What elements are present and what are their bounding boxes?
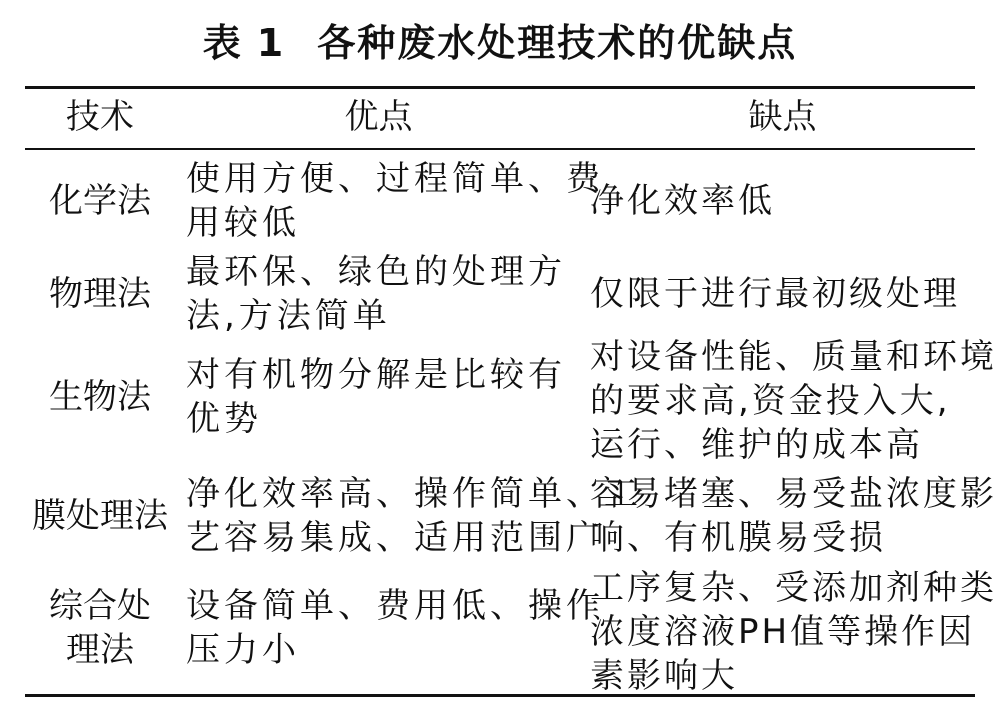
- caption-number: 1: [256, 21, 286, 65]
- row-4-disadvantages-line: 容易堵塞、易受盐浓度影: [590, 474, 997, 514]
- row-1-tech: [25, 179, 175, 223]
- row-1-tech-line: 化学法: [49, 181, 151, 221]
- row-5-disadvantages: [590, 566, 997, 698]
- row-5-disadvantages-line: 素影响大: [590, 656, 738, 696]
- row-4-tech-line: 膜处理法: [32, 496, 168, 536]
- row-3-advantages: [186, 353, 571, 441]
- row-1-advantages-line: 使用方便、过程简单、费: [186, 159, 604, 199]
- row-5-advantages: [186, 584, 604, 672]
- top-rule: [25, 86, 975, 89]
- header-rule: [25, 148, 975, 150]
- row-1-disadvantages-line: 净化效率低: [590, 181, 775, 221]
- row-2-disadvantages-line: 仅限于进行最初级处理: [590, 274, 960, 314]
- row-4-advantages: [186, 472, 642, 560]
- row-1-advantages-line: 用较低: [186, 203, 300, 243]
- row-2-disadvantages: [590, 272, 975, 316]
- row-5-disadvantages-line: 工序复杂、受添加剂种类: [590, 568, 997, 608]
- row-1-advantages: [186, 157, 604, 245]
- table-caption: [0, 12, 1000, 67]
- row-3-advantages-line: 优势: [186, 399, 262, 439]
- row-4-tech: [25, 494, 175, 538]
- row-2-tech: [25, 272, 175, 316]
- row-5-advantages-line: 设备简单、费用低、操作: [186, 586, 604, 626]
- row-3-disadvantages-line: 对设备性能、质量和环境: [590, 337, 997, 377]
- header-tech: 技术: [66, 97, 134, 137]
- caption-title: 各种废水处理技术的优缺点: [317, 21, 798, 65]
- row-4-disadvantages: [590, 472, 997, 560]
- row-4-advantages-line: 艺容易集成、适用范围广: [186, 518, 604, 558]
- header-disadvantages: 缺点: [748, 97, 817, 137]
- header-advantages: 优点: [344, 97, 413, 137]
- row-2-advantages-line: 最环保、绿色的处理方: [186, 252, 566, 292]
- row-5-advantages-line: 压力小: [186, 630, 300, 670]
- row-4-advantages-line: 净化效率高、操作简单、工: [186, 474, 642, 514]
- row-3-tech: [25, 375, 175, 419]
- row-4-disadvantages-line: 响、有机膜易受损: [590, 518, 886, 558]
- row-5-tech: [25, 584, 175, 672]
- row-3-disadvantages-line: 的要求高,资金投入大,: [590, 381, 951, 421]
- row-5-disadvantages-line: 浓度溶液PH值等操作因: [590, 612, 976, 652]
- row-2-advantages-line: 法,方法简单: [186, 296, 391, 336]
- row-2-tech-line: 物理法: [49, 274, 151, 314]
- row-1-disadvantages: [590, 179, 975, 223]
- caption-label: 表: [202, 21, 243, 65]
- row-5-tech-line: 理法: [66, 630, 134, 670]
- row-3-disadvantages: [590, 335, 997, 467]
- row-3-disadvantages-line: 运行、维护的成本高: [590, 425, 923, 465]
- row-5-tech-line: 综合处: [49, 586, 151, 626]
- row-3-tech-line: 生物法: [49, 377, 151, 417]
- row-3-advantages-line: 对有机物分解是比较有: [186, 355, 566, 395]
- row-2-advantages: [186, 250, 571, 338]
